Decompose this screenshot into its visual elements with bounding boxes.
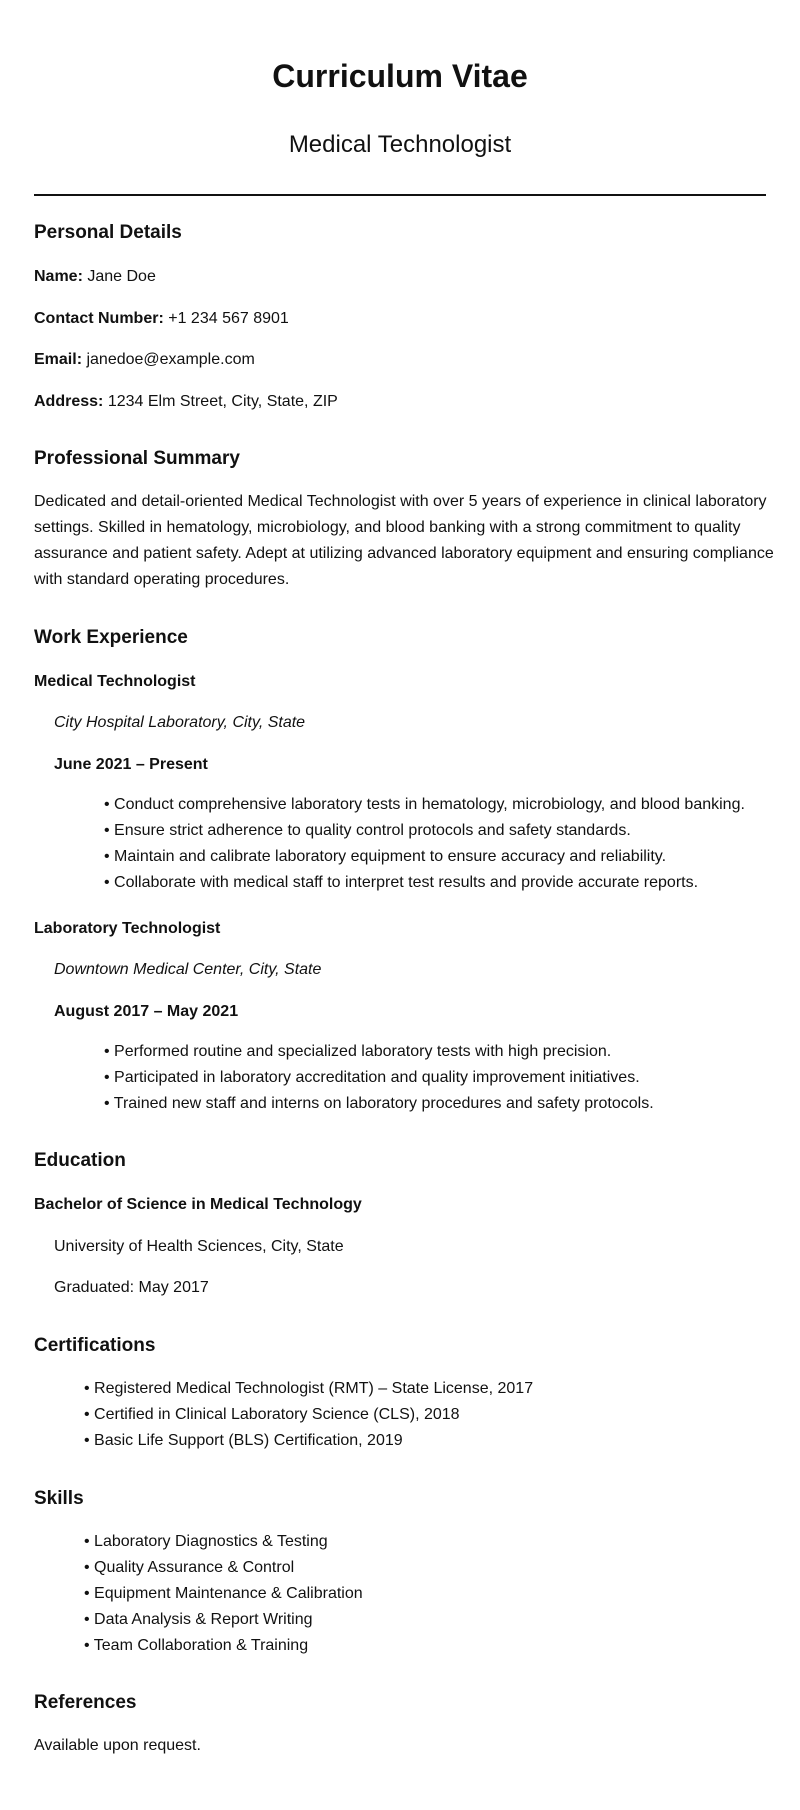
skills-list	[84, 1529, 363, 1659]
experience-heading: Work Experience	[34, 627, 188, 648]
certifications-heading: Certifications	[34, 1335, 156, 1356]
degree-title: Bachelor of Science in Medical Technology	[34, 1196, 362, 1213]
list-item: • Conduct comprehensive laboratory tests in hematology, microbiology, and blood banking.	[104, 792, 745, 818]
summary-heading: Professional Summary	[34, 448, 240, 469]
references-text: Available upon request.	[34, 1737, 201, 1754]
name-value: Jane Doe	[87, 268, 156, 285]
job-organization: City Hospital Laboratory, City, State	[54, 714, 306, 731]
page-subtitle: Medical Technologist	[288, 131, 512, 158]
address-value: 1234 Elm Street, City, State, ZIP	[107, 393, 338, 410]
job-dates: June 2021 – Present	[54, 756, 208, 773]
phone-value: +1 234 567 8901	[168, 310, 289, 327]
phone-line	[34, 310, 289, 328]
phone-label: Contact Number:	[34, 310, 164, 327]
list-item: • Trained new staff and interns on laboratory procedures and safety protocols.	[104, 1091, 654, 1117]
list-item: • Team Collaboration & Training	[84, 1633, 363, 1659]
address-label: Address:	[34, 393, 104, 410]
certifications-list	[84, 1376, 533, 1454]
school-name: University of Health Sciences, City, State	[54, 1238, 344, 1255]
personal-details-heading: Personal Details	[34, 222, 182, 243]
summary-text: Dedicated and detail-oriented Medical Technologist with over 5 years of experience in clinical laboratory settings. Skilled in hematology, microbiology, and blood banking with a strong commitment to quality assurance and patient safety. Adept at utilizing advanced laboratory equipment and ensuring compliance with standard operating procedures.	[34, 493, 774, 588]
list-item: • Registered Medical Technologist (RMT) – State License, 2017	[84, 1376, 533, 1402]
email-value: janedoe@example.com	[86, 351, 255, 368]
skills-heading: Skills	[34, 1488, 84, 1509]
references-heading: References	[34, 1692, 137, 1713]
job-organization: Downtown Medical Center, City, State	[54, 961, 322, 978]
name-line	[34, 268, 156, 286]
list-item: • Performed routine and specialized laboratory tests with high precision.	[104, 1039, 654, 1065]
job-responsibilities	[104, 792, 745, 896]
list-item: • Equipment Maintenance & Calibration	[84, 1581, 363, 1607]
list-item: • Certified in Clinical Laboratory Science (CLS), 2018	[84, 1402, 533, 1428]
education-heading: Education	[34, 1150, 126, 1171]
list-item: • Participated in laboratory accreditation and quality improvement initiatives.	[104, 1065, 654, 1091]
address-line	[34, 393, 338, 411]
list-item: • Laboratory Diagnostics & Testing	[84, 1529, 363, 1555]
list-item: • Data Analysis & Report Writing	[84, 1607, 363, 1633]
job-responsibilities	[104, 1039, 654, 1117]
list-item: • Basic Life Support (BLS) Certification, 2019	[84, 1428, 533, 1454]
job-dates: August 2017 – May 2021	[54, 1003, 239, 1020]
job-title: Laboratory Technologist	[34, 920, 221, 937]
list-item: • Collaborate with medical staff to interpret test results and provide accurate reports.	[104, 870, 745, 896]
email-line	[34, 351, 255, 369]
graduation-date: Graduated: May 2017	[54, 1279, 209, 1296]
list-item: • Quality Assurance & Control	[84, 1555, 363, 1581]
job-title: Medical Technologist	[34, 673, 196, 690]
name-label: Name:	[34, 268, 83, 285]
email-label: Email:	[34, 351, 83, 368]
list-item: • Ensure strict adherence to quality control protocols and safety standards.	[104, 818, 745, 844]
list-item: • Maintain and calibrate laboratory equipment to ensure accuracy and reliability.	[104, 844, 745, 870]
header-divider	[34, 194, 766, 196]
page-title: Curriculum Vitae	[272, 58, 528, 94]
